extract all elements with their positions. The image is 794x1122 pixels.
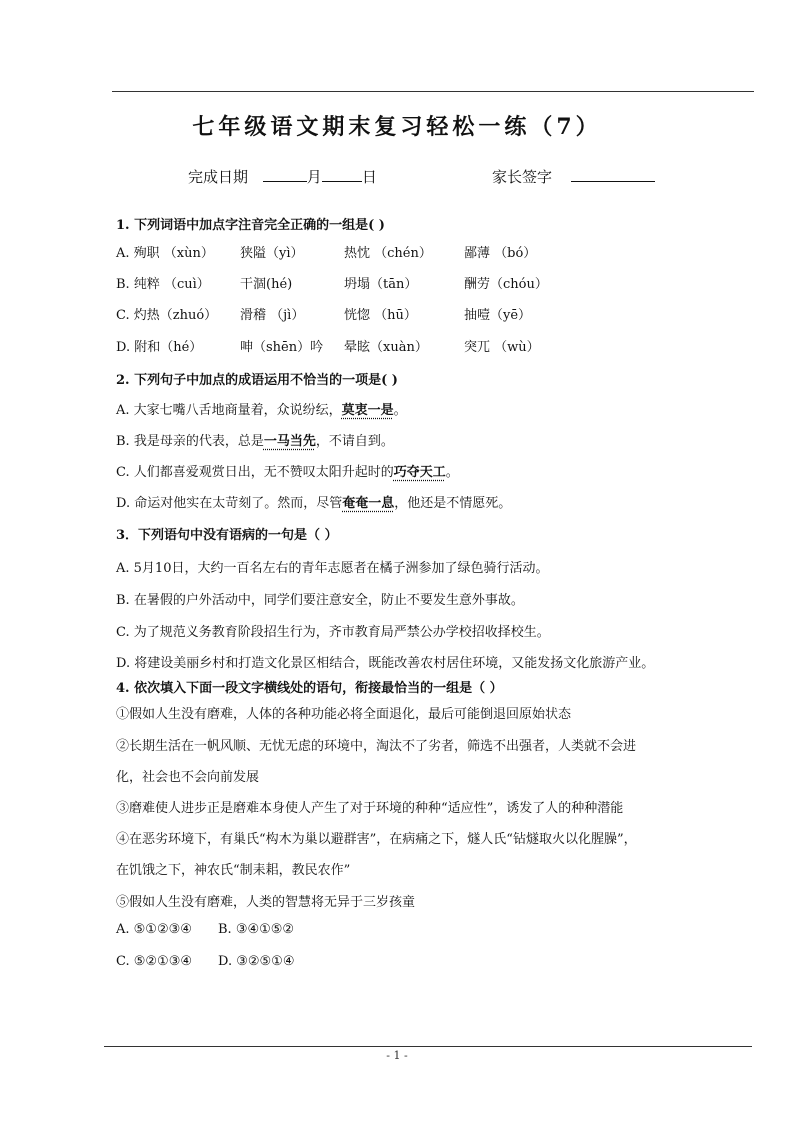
q1-word: 酬劳（chóu） — [464, 277, 548, 292]
q4-passage-line: ④在恶劣环境下，有巢氏“构木为巢以避群害”，在病痛之下，燧人氏“钻燧取火以化腥臊”， — [116, 832, 637, 847]
q4-passage-line: 在饥饿之下，神农氏“制耒耜，教民农作” — [116, 863, 351, 878]
q4-option-b: B. ③④①⑤② — [218, 922, 295, 937]
month-label: 月 — [306, 168, 322, 186]
q1-word: 晕眩（xuàn） — [344, 340, 428, 355]
signature-label: 家长签字 — [492, 168, 553, 186]
q3-option-a: A. 5月10日，大约一百名左右的青年志愿者在橘子洲参加了绿色骑行活动。 — [116, 561, 549, 576]
q1-word: 恍惚 （hū） — [344, 308, 417, 323]
q2-idiom: 莫衷一是 — [341, 403, 394, 418]
question-2-stem: 2. 下列句子中加点的成语运用不恰当的一项是( ) — [116, 373, 398, 388]
q3-option-b: B. 在暑假的户外活动中，同学们要注意安全，防止不要发生意外事故。 — [116, 593, 524, 608]
question-3-stem: 3．下列语句中没有语病的一句是（ ） — [116, 528, 338, 543]
q1-word: 滑稽 （jì） — [240, 308, 305, 323]
day-blank — [322, 167, 362, 182]
q4-passage-line: ②长期生活在一帆风顺、无忧无虑的环境中，淘汰不了劣者，筛选不出强者，人类就不会进 — [116, 739, 637, 754]
question-1-stem: 1. 下列词语中加点字注音完全正确的一组是( ) — [116, 218, 385, 233]
date-field — [188, 166, 377, 187]
date-label: 完成日期 — [188, 168, 249, 186]
q3-option-c: C. 为了规范义务教育阶段招生行为，齐市教育局严禁公办学校招收择校生。 — [116, 625, 550, 640]
q2-option-a — [116, 399, 407, 418]
q2-option-c — [116, 461, 459, 480]
q4-option-a: A. ⑤①②③④ — [116, 922, 192, 937]
q1-word: 热忱 （chén） — [344, 246, 432, 261]
q1-word: 狭隘（yì） — [240, 246, 304, 261]
q1-option-c: C. 灼热（zhuó） — [116, 308, 218, 323]
day-label: 日 — [361, 168, 377, 186]
q1-option-b: B. 纯粹 （cuì） — [116, 277, 210, 292]
q2-option-d — [116, 492, 511, 511]
q1-word: 呻（shēn）吟 — [240, 340, 324, 355]
page-number: - 1 - — [386, 1049, 408, 1062]
q2-option-text: C. 人们都喜爱观赏日出，无不赞叹太阳升起时的 — [116, 465, 394, 480]
q1-word: 坍塌（tān） — [344, 277, 418, 292]
q2-option-text: 。 — [445, 465, 459, 480]
q3-option-d: D. 将建设美丽乡村和打造文化景区相结合，既能改善农村居住环境，又能发扬文化旅游产业。 — [116, 656, 655, 671]
q2-option-text: ，他还是不情愿死。 — [394, 496, 512, 511]
q4-option-d: D. ③②⑤①④ — [218, 954, 295, 969]
month-blank — [263, 167, 307, 182]
question-4-stem: 4. 依次填入下面一段文字横线处的语句，衔接最恰当的一组是（ ） — [116, 681, 503, 696]
q2-option-text: ，不请自到。 — [315, 434, 394, 449]
q2-idiom: 奄奄一息 — [342, 496, 395, 511]
header-rule — [112, 91, 754, 92]
q1-word: 干涸(hé) — [240, 277, 293, 292]
q2-option-b — [116, 430, 394, 449]
q2-option-text: B. 我是母亲的代表，总是 — [116, 434, 264, 449]
signature-blank — [571, 167, 655, 182]
q4-option-c: C. ⑤②①③④ — [116, 954, 193, 969]
q2-option-text: 。 — [393, 403, 407, 418]
q2-idiom: 一马当先 — [263, 434, 316, 449]
q4-passage-line: ③磨难使人进步正是磨难本身使人产生了对于环境的种种“适应性”，诱发了人的种种潜能 — [116, 801, 624, 816]
q4-passage-line: ⑤假如人生没有磨难，人类的智慧将无异于三岁孩童 — [116, 895, 416, 910]
q4-passage-line: ①假如人生没有磨难，人体的各种功能必将全面退化，最后可能倒退回原始状态 — [116, 707, 572, 722]
q4-passage-line: 化，社会也不会向前发展 — [116, 770, 260, 785]
q1-word: 抽噎（yē） — [464, 308, 532, 323]
page-title: 七年级语文期末复习轻松一练（7） — [192, 114, 602, 140]
footer-rule — [104, 1046, 752, 1047]
q1-option-a: A. 殉职 （xùn） — [116, 246, 214, 261]
q1-option-d: D. 附和（hé） — [116, 340, 203, 355]
q2-option-text: D. 命运对他实在太苛刻了。然而，尽管 — [116, 496, 343, 511]
signature-field — [492, 166, 655, 187]
q2-idiom: 巧夺天工 — [393, 465, 446, 480]
q1-word: 突兀 （wù） — [464, 340, 540, 355]
q1-word: 鄙薄 （bó） — [464, 246, 537, 261]
q2-option-text: A. 大家七嘴八舌地商量着，众说纷纭， — [116, 403, 342, 418]
